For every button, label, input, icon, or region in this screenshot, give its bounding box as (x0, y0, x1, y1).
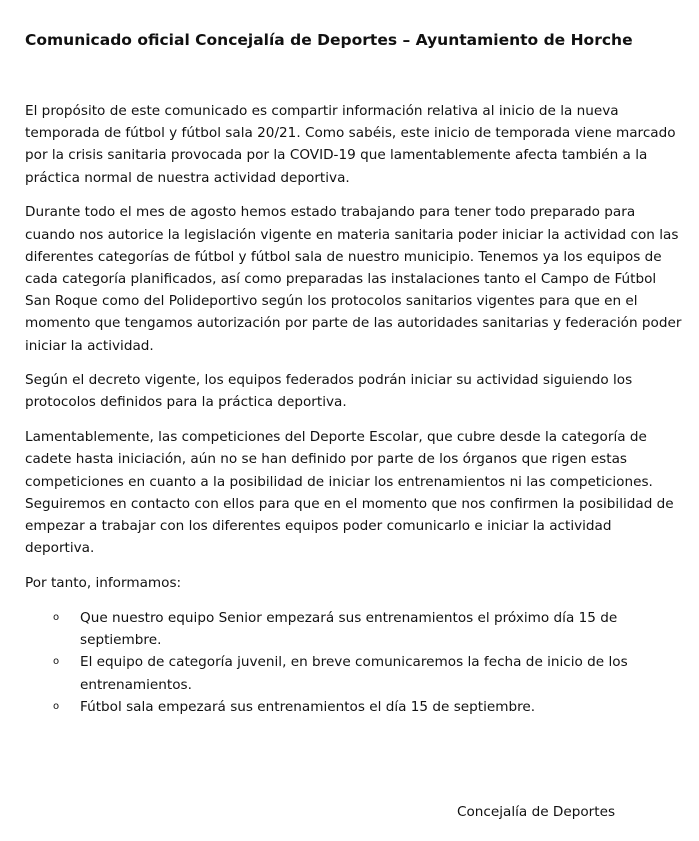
list-item-text: El equipo de categoría juvenil, en breve comunicaremos la fecha de inicio de los entrenamientos. (80, 654, 628, 693)
list-item-text: Que nuestro equipo Senior empezará sus entrenamientos el próximo día 15 de septiembre. (80, 609, 618, 648)
bullet-circle-icon: o (53, 611, 60, 623)
document-title: Comunicado oficial Concejalía de Deportes – Ayuntamiento de Horche (25, 31, 633, 49)
announcement-list (25, 607, 685, 719)
list-item (25, 696, 685, 718)
paragraph-school-sport: Lamentablemente, las competiciones del Deporte Escolar, que cubre desde la categoría de cadete hasta iniciación, aún no se han definido por parte de los órganos que rigen estas competiciones en cuanto a la posibilidad de iniciar los entrenamientos ni las competiciones. Seguiremos en contacto con ellos para que en el momento que nos confirmen la posibilidad de empezar a trabajar con los diferentes equipos poder comunicarlo e iniciar la actividad deportiva. (25, 429, 674, 557)
bullet-circle-icon: o (53, 656, 60, 668)
paragraph-federated-teams: Según el decreto vigente, los equipos federados podrán iniciar su actividad siguiendo los protocolos definidos para la práctica deportiva. (25, 372, 633, 411)
list-item-text: Fútbol sala empezará sus entrenamientos el día 15 de septiembre. (80, 699, 536, 716)
document-body (25, 100, 685, 719)
paragraph-preparation: Durante todo el mes de agosto hemos estado trabajando para tener todo preparado para cuando nos autorice la legislación vigente en materia sanitaria poder iniciar la actividad con las diferentes categorías de fútbol y fútbol sala de nuestro municipio. Tenemos ya los equipos de cada categoría planificados, así como preparadas las instalaciones tanto el Campo de Fútbol San Roque como del Polideportivo según los protocolos sanitarios vigentes para que en el momento que tengamos autorización por parte de las autoridades sanitarias y federación poder iniciar la actividad. (25, 204, 682, 354)
signature: Concejalía de Deportes (457, 804, 616, 820)
list-item (25, 651, 685, 695)
paragraph-announcement-lead: Por tanto, informamos: (25, 574, 182, 591)
bullet-circle-icon: o (53, 701, 60, 713)
paragraph-intro: El propósito de este comunicado es compartir información relativa al inicio de la nueva temporada de fútbol y fútbol sala 20/21. Como sabéis, este inicio de temporada viene marcado por la crisis sanitaria provocada por la COVID-19 que lamentablemente afecta también a la práctica normal de nuestra actividad deportiva. (25, 103, 676, 186)
list-item (25, 607, 685, 651)
